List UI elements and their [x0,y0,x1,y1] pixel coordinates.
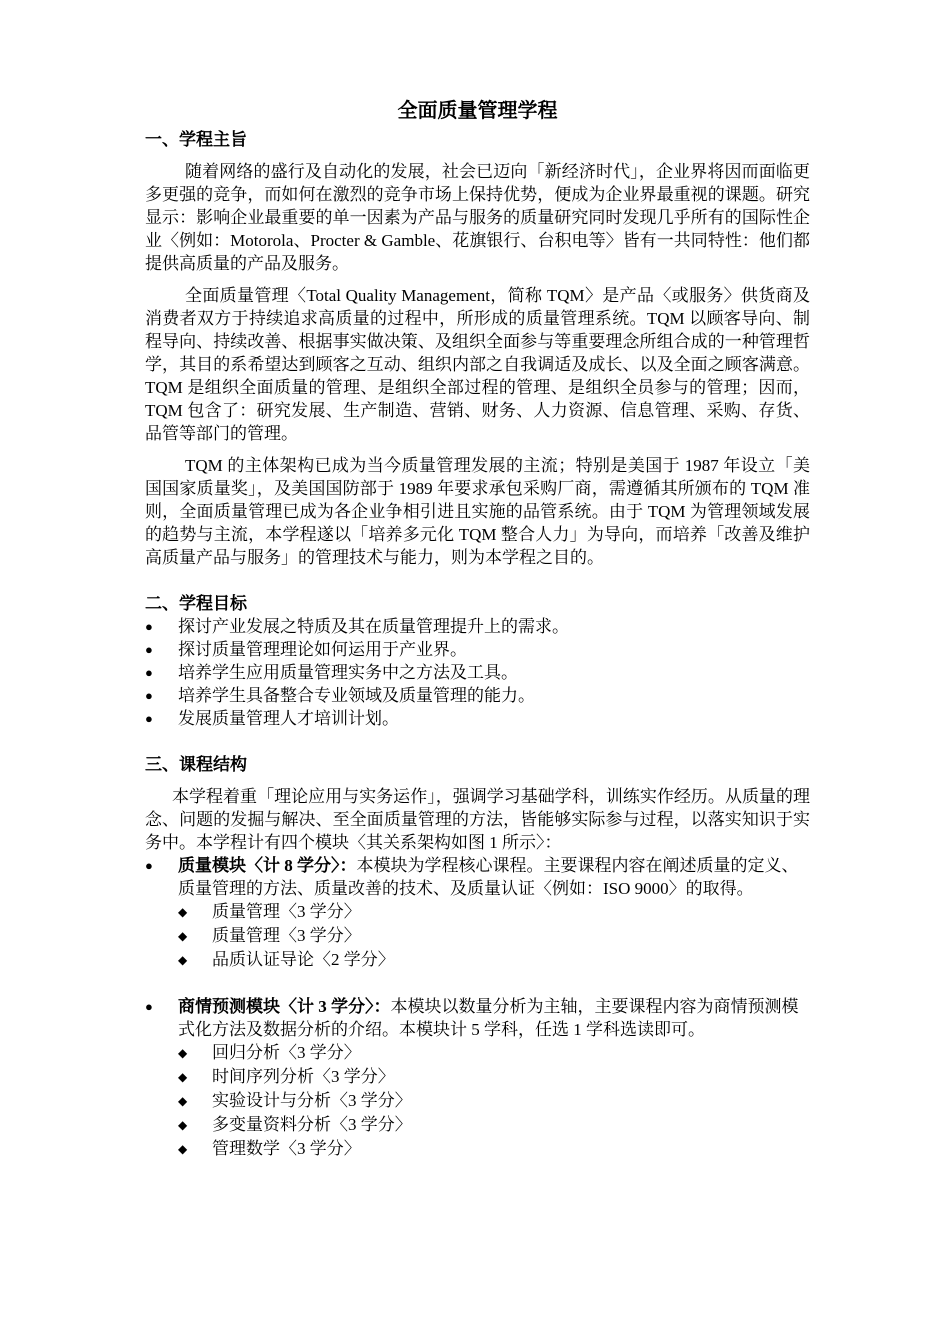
course-item: ◆ 时间序列分析〈3 学分〉 [145,1065,810,1089]
document-page [145,98,810,1161]
section-1-paragraph-2: 全面质量管理〈Total Quality Management，简称 TQM〉是产品〈或服务〉供货商及消费者双方于持续追求高质量的过程中，所形成的质量管理系统。TQM 以顾客导向、制程导向、持续改善、根据事实做决策、及组织全面参与等重要理念所组合成的一种管理哲学，其目的系希望达到顾客之互动、组织内部之自我调适及成长、以及全面之顾客满意。TQM 是组织全面质量的管理、是组织全部过程的管理、是组织全员参与的管理；因而，TQM 包含了：研究发展、生产制造、营销、财务、人力资源、信息管理、采购、存货、品管等部门的管理。 [145,286,810,443]
section-1-heading: 一、学程主旨 [145,130,247,149]
section-1-paragraph-1: 随着网络的盛行及自动化的发展，社会已迈向「新经济时代」，企业界将因而面临更多更强的竞争，而如何在激烈的竞争市场上保持优势，便成为企业界最重视的课题。研究显示：影响企业最重要的单一因素为产品与服务的质量研究同时发现几乎所有的国际性企业〈例如：Motorola、Procter & Gamble、花旗银行、台积电等〉皆有一共同特性：他们都提供高质量的产品及服务。 [145,162,810,273]
list-item: ● 探讨产业发展之特质及其在质量管理提升上的需求。 [145,617,569,636]
bullet-icon: ● [145,688,153,703]
diamond-bullet-icon: ◆ [178,1094,188,1108]
module-description: 本模块以数量分析为主轴，主要课程内容为商情预测模式化方法及数据分析的介绍。本模块计 5 学科，任选 1 学科选读即可。 [178,997,799,1039]
course-item: ◆ 多变量资料分析〈3 学分〉 [145,1113,810,1137]
module-2-courses [145,1041,810,1161]
bullet-icon: ● [145,642,153,657]
module-description: 本模块为学程核心课程。主要课程内容在阐述质量的定义、质量管理的方法、质量改善的技术、及质量认证〈例如：ISO 9000〉的取得。 [178,856,799,898]
module-forecast [145,995,810,1041]
course-item: ◆ 质量管理〈3 学分〉 [145,924,810,948]
course-item: ◆ 品质认证导论〈2 学分〉 [145,948,810,972]
module-name: 质量模块〈计 8 学分〉： [178,856,357,875]
bullet-icon: ● [145,665,153,680]
document-title: 全面质量管理学程 [397,100,558,122]
diamond-bullet-icon: ◆ [178,1142,188,1156]
bullet-icon: ● [145,619,153,634]
module-list-2 [145,995,810,1041]
goal-list [145,615,810,730]
course-item: ◆ 实验设计与分析〈3 学分〉 [145,1089,810,1113]
diamond-bullet-icon: ◆ [178,1046,188,1060]
diamond-bullet-icon: ◆ [178,905,188,919]
bullet-icon: ● [145,711,153,726]
list-item: ● 发展质量管理人才培训计划。 [145,709,399,728]
list-item: ● 培养学生具备整合专业领域及质量管理的能力。 [145,686,535,705]
module-1-courses [145,900,810,972]
course-item: ◆ 回归分析〈3 学分〉 [145,1041,810,1065]
diamond-bullet-icon: ◆ [178,953,188,967]
list-item: ● 培养学生应用质量管理实务中之方法及工具。 [145,663,518,682]
section-2-heading: 二、学程目标 [145,594,247,613]
module-quality [145,854,810,900]
diamond-bullet-icon: ◆ [178,929,188,943]
bullet-icon: ● [145,999,153,1014]
module-name: 商情预测模块〈计 3 学分〉： [178,997,391,1016]
module-list [145,854,810,900]
section-3-intro: 本学程着重「理论应用与实务运作」，强调学习基础学科，训练实作经历。从质量的理念、问题的发掘与解决、至全面质量管理的方法，皆能够实际参与过程，以落实知识于实务中。本学程计有四个模块〈其关系架构如图 1 所示〉： [145,787,810,852]
bullet-icon: ● [145,858,153,873]
course-item: ◆ 管理数学〈3 学分〉 [145,1137,810,1161]
course-item: ◆ 质量管理〈3 学分〉 [145,900,810,924]
section-1-paragraph-3: TQM 的主体架构已成为当今质量管理发展的主流；特别是美国于 1987 年设立「美国国家质量奖」，及美国国防部于 1989 年要求承包采购厂商，需遵循其所颁布的 TQM 准则，全面质量管理已成为各企业争相引进且实施的品管系统。由于 TQM 为管理领域发展的趋势与主流，本学程遂以「培养多元化 TQM 整合人力」为导向，而培养「改善及维护高质量产品与服务」的管理技术与能力，则为本学程之目的。 [145,456,810,567]
list-item: ● 探讨质量管理理论如何运用于产业界。 [145,640,467,659]
section-3-heading: 三、课程结构 [145,755,247,774]
diamond-bullet-icon: ◆ [178,1070,188,1084]
diamond-bullet-icon: ◆ [178,1118,188,1132]
